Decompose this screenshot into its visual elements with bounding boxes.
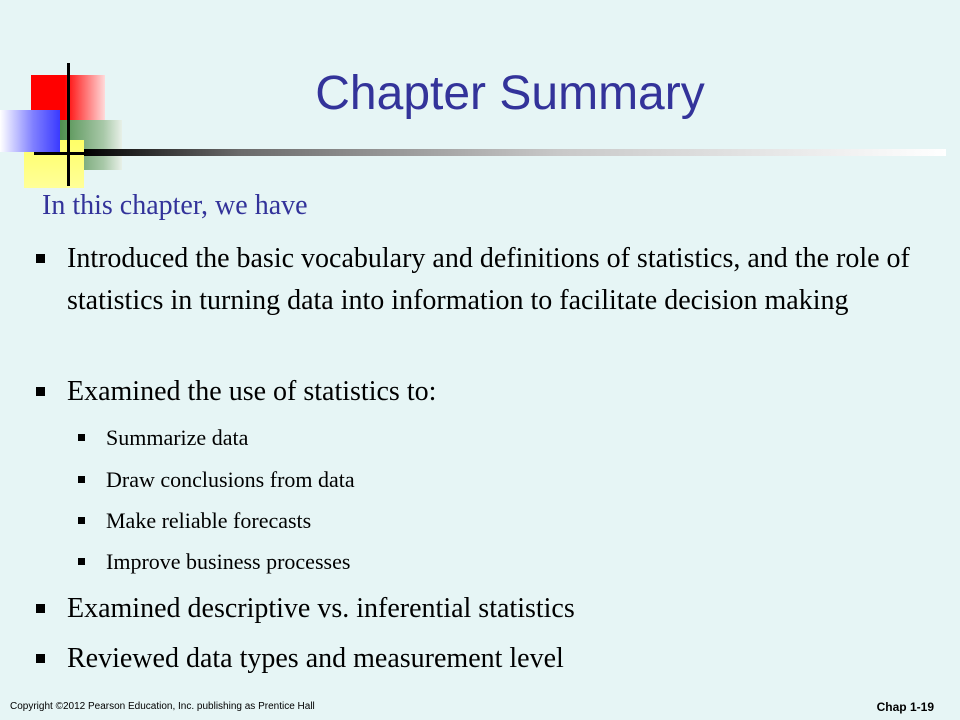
- square-bullet-icon: [78, 558, 85, 565]
- list-item-text: Reviewed data types and measurement level: [67, 643, 564, 674]
- intro-text: In this chapter, we have: [42, 190, 308, 221]
- list-item-text: Examined descriptive vs. inferential statistics: [67, 593, 575, 624]
- sub-list-item: [78, 507, 878, 535]
- square-bullet-icon: [36, 254, 45, 263]
- sub-list-item: [78, 424, 878, 452]
- slide-title: Chapter Summary: [315, 67, 705, 120]
- color-squares-logo: [0, 60, 130, 190]
- list-item: [36, 238, 916, 322]
- sub-list-item: [78, 466, 878, 494]
- title-underline: [84, 149, 946, 156]
- square-bullet-icon: [36, 654, 45, 663]
- sub-list-item-text: Make reliable forecasts: [106, 508, 312, 533]
- blue-square: [0, 110, 60, 152]
- copyright-footer: Copyright ©2012 Pearson Education, Inc. publishing as Prentice Hall: [10, 701, 315, 712]
- list-item-text: Introduced the basic vocabulary and definitions of statistics, and the role of statistics in turning data into information to facilitate decision making: [67, 243, 910, 316]
- square-bullet-icon: [78, 434, 85, 441]
- list-item: [36, 371, 916, 413]
- square-bullet-icon: [78, 476, 85, 483]
- square-bullet-icon: [36, 604, 45, 613]
- list-item-text: Examined the use of statistics to:: [67, 376, 437, 407]
- list-item: [36, 638, 916, 680]
- sub-list-item: [78, 548, 878, 576]
- sub-list-item-text: Summarize data: [106, 425, 249, 450]
- sub-list-item-text: Draw conclusions from data: [106, 467, 355, 492]
- sub-list-item-text: Improve business processes: [106, 549, 351, 574]
- logo-vertical-line: [67, 63, 70, 186]
- square-bullet-icon: [78, 517, 85, 524]
- square-bullet-icon: [36, 387, 45, 396]
- list-item: [36, 588, 916, 630]
- page-number: Chap 1-19: [876, 700, 934, 714]
